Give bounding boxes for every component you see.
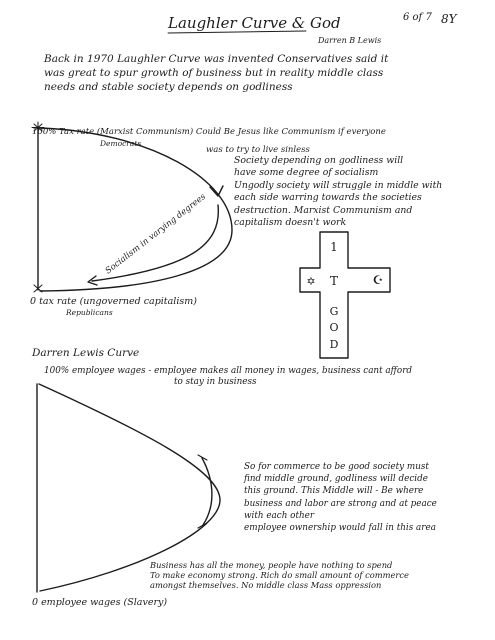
page-number: 6 of 7 xyxy=(403,12,432,23)
crescent-icon: ☪ xyxy=(372,273,384,287)
note-line: business and labor are strong and at peace xyxy=(244,498,437,509)
lewis-middle-bracket xyxy=(202,458,212,525)
lewis-bottom-label: 0 employee wages (Slavery) xyxy=(32,597,168,608)
cross-center-mark: T xyxy=(329,274,339,288)
laffer-curve xyxy=(40,128,232,291)
note-line: Society depending on godliness will xyxy=(234,155,404,166)
note-line: this ground. This Middle will - Be where xyxy=(244,486,424,497)
cross-letter-o: O xyxy=(329,321,339,334)
star-of-david-icon: ✡ xyxy=(306,275,316,288)
note-line: Business has all the money, people have nothing to spend xyxy=(150,560,393,570)
cross-letter-g: G xyxy=(329,305,339,318)
note-line: have some degree of socialism xyxy=(234,167,379,179)
note-line: capitalism doesn't work xyxy=(234,217,347,229)
laffer-curve-label: Socialism in varying degrees xyxy=(103,191,208,277)
laffer-bottom-party: Republicans xyxy=(66,308,113,317)
laffer-top-party: Democrats xyxy=(100,139,142,148)
note-line: Ungodly society will struggle in middle with xyxy=(234,179,443,191)
lewis-top-label-line: 100% employee wages - employee makes all money in wages, business cant afford xyxy=(44,366,413,376)
note-line: amongst themselves. No middle class Mass oppression xyxy=(150,580,382,590)
laffer-bottom-label: 0 tax rate (ungoverned capitalism) xyxy=(30,296,197,307)
sheet-number: 8Y xyxy=(441,12,457,26)
lewis-curve xyxy=(39,384,220,591)
cross-top-numeral: 1 xyxy=(330,240,338,254)
note-line: each side warring towards the societies xyxy=(234,192,422,204)
intro-line: was great to spur growth of business but in reality middle class xyxy=(44,67,384,79)
laffer-top-label-cont: was to try to live sinless xyxy=(206,145,310,155)
cross-letter-d: D xyxy=(329,338,339,351)
note-line: find middle ground, godliness will decide xyxy=(244,474,428,485)
author-signature: Darren B Lewis xyxy=(318,36,382,45)
laffer-top-label: 100% Tax rate (Marxist Communism) Could Be Jesus like Communism if everyone xyxy=(32,127,386,137)
page-title: Laughler Curve & God xyxy=(168,14,341,32)
intro-line: needs and stable society depends on godliness xyxy=(44,81,293,93)
lewis-top-label-line: to stay in business xyxy=(174,377,257,387)
note-line: To make economy strong. Rich do small amount of commerce xyxy=(150,570,409,580)
cross-outline xyxy=(300,232,390,358)
note-line: destruction. Marxist Communism and xyxy=(234,204,413,216)
note-line: employee ownership would fall in this area xyxy=(244,523,436,534)
note-line: with each other xyxy=(244,510,315,521)
intro-line: Back in 1970 Laughler Curve was invented Conservatives said it xyxy=(44,53,389,65)
lewis-curve-title: Darren Lewis Curve xyxy=(32,347,140,359)
note-line: So for commerce to be good society must xyxy=(244,462,429,472)
title-underline xyxy=(168,31,306,33)
